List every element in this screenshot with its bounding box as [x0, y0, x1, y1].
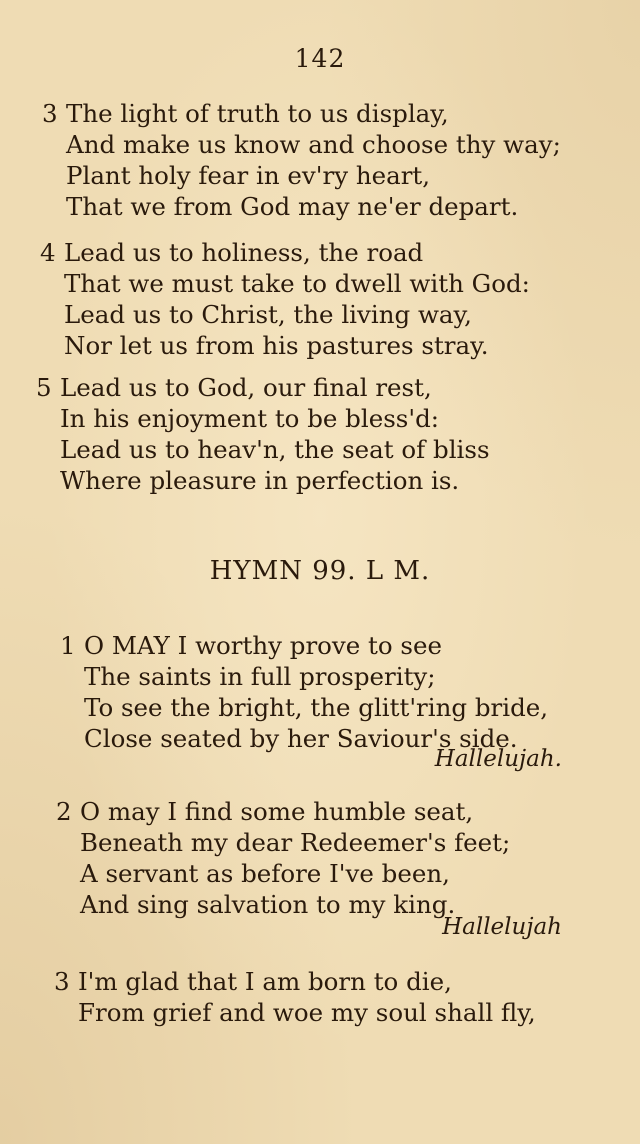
stanza-line: Lead us to heav'n, the seat of bliss — [60, 435, 490, 464]
refrain: Hallelujah — [442, 914, 562, 940]
stanza-line: And make us know and choose thy way; — [66, 130, 561, 159]
hymn-heading: HYMN 99. L M. — [209, 556, 431, 586]
prev-stanza-5 — [36, 372, 490, 496]
stanza-line: Lead us to holiness, the road — [64, 238, 424, 267]
stanza-line: That we from God may ne'er depart. — [66, 192, 519, 221]
stanza-line: To see the bright, the glitt'ring bride, — [84, 693, 549, 722]
refrain: Hallelujah. — [434, 746, 562, 772]
stanza-line: The light of truth to us display, — [66, 99, 449, 128]
stanza-line: Lead us to God, our final rest, — [60, 373, 432, 402]
stanza-line: The saints in full prosperity; — [84, 662, 436, 691]
stanza-line: O may I find some humble seat, — [80, 797, 474, 826]
hymn-stanza-3 — [54, 966, 536, 1028]
prev-stanza-3 — [42, 98, 561, 222]
stanza-line: A servant as before I've been, — [80, 859, 450, 888]
stanza-number: 1 — [60, 631, 76, 660]
stanza-number: 4 — [40, 238, 56, 267]
stanza-line: Where pleasure in perfection is. — [60, 466, 460, 495]
hymn-stanza-1 — [60, 630, 548, 754]
stanza-number: 3 — [42, 99, 58, 128]
stanza-line: That we must take to dwell with God: — [64, 269, 530, 298]
stanza-line: Beneath my dear Redeemer's feet; — [80, 828, 511, 857]
stanza-line: Nor let us from his pastures stray. — [64, 331, 489, 360]
stanza-line: Plant holy fear in ev'ry heart, — [66, 161, 431, 190]
stanza-number: 2 — [56, 797, 72, 826]
page-number: 142 — [294, 44, 346, 73]
hymn-stanza-2 — [56, 796, 510, 920]
stanza-number: 3 — [54, 967, 70, 996]
stanza-line: Close seated by her Saviour's side. — [84, 724, 518, 753]
stanza-line: From grief and woe my soul shall fly, — [78, 998, 536, 1027]
stanza-line: I'm glad that I am born to die, — [78, 967, 452, 996]
stanza-line: O MAY I worthy prove to see — [84, 631, 443, 660]
stanza-line: Lead us to Christ, the living way, — [64, 300, 472, 329]
stanza-number: 5 — [36, 373, 52, 402]
prev-stanza-4 — [40, 237, 530, 361]
stanza-line: In his enjoyment to be bless'd: — [60, 404, 440, 433]
stanza-line: And sing salvation to my king. — [80, 890, 456, 919]
